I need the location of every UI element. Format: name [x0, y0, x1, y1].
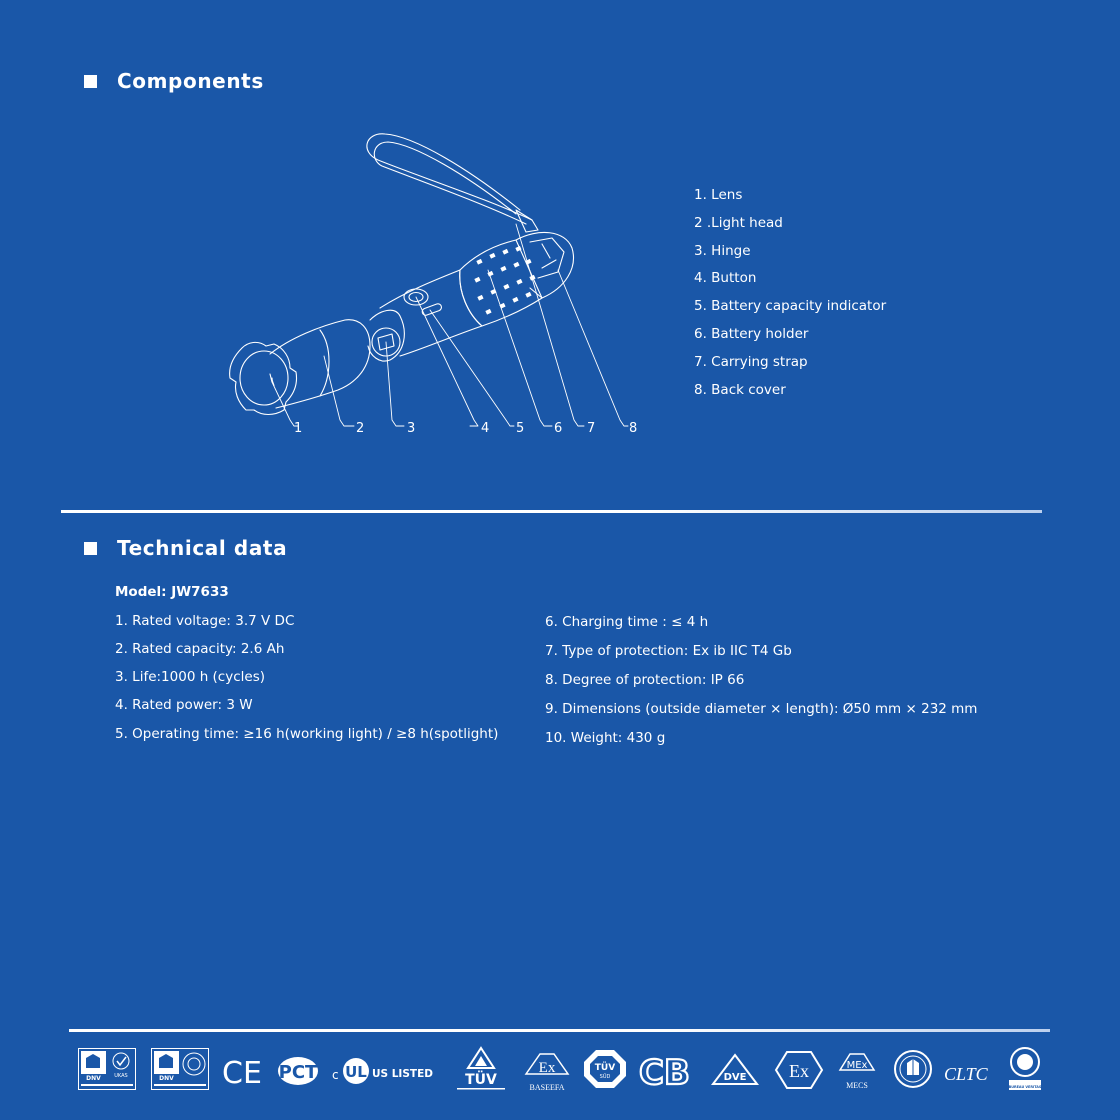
baseefa-text: BASEEFA	[529, 1083, 565, 1092]
component-item: 2 .Light head	[694, 214, 783, 231]
cltc-logo	[944, 1060, 996, 1086]
component-item: 3. Hinge	[694, 242, 751, 259]
ukas-text: UKAS	[114, 1073, 128, 1079]
spec-item: 7. Type of protection: Ex ib IIC T4 Gb	[545, 643, 792, 659]
tuv-text: TÜV	[465, 1072, 497, 1088]
components-header	[84, 69, 264, 93]
mecs-logo	[834, 1048, 880, 1094]
bureau-veritas-text: BUREAU VERITAS	[1008, 1085, 1042, 1089]
mecs-text: MECS	[846, 1081, 868, 1090]
mex-text: MEx	[846, 1060, 868, 1071]
tuv-logo	[454, 1046, 508, 1092]
callout-leaders	[272, 224, 628, 426]
callout-8: 8	[629, 421, 638, 436]
flashlight-diagram	[220, 120, 660, 440]
callout-5: 5	[516, 421, 525, 436]
cb-logo	[639, 1052, 699, 1088]
bureau-veritas-logo	[1006, 1046, 1044, 1092]
tuv-sud-logo	[582, 1048, 628, 1090]
components-title: Components	[117, 69, 264, 93]
technical-header	[84, 536, 287, 560]
grip-pattern	[474, 246, 535, 315]
component-item: 4. Button	[694, 270, 757, 287]
spec-item: 5. Operating time: ≥16 h(working light) / ≥8 h(spotlight)	[115, 726, 499, 742]
dnv-text: DNV	[159, 1075, 174, 1082]
dnv-ukas-logo	[78, 1048, 136, 1090]
spec-item: 1. Rated voltage: 3.7 V DC	[115, 613, 295, 629]
tech-spec-list-right	[545, 612, 977, 757]
component-item: 7. Carrying strap	[694, 353, 808, 370]
spec-item: 10. Weight: 430 g	[545, 730, 666, 746]
spec-item: 2. Rated capacity: 2.6 Ah	[115, 641, 285, 657]
ex-hexagon-logo	[774, 1050, 824, 1090]
ul-c-text: c	[332, 1068, 339, 1082]
component-item: 5. Battery capacity indicator	[694, 298, 887, 315]
callout-3: 3	[407, 421, 416, 436]
ce-mark	[222, 1054, 264, 1088]
cltc-text: CLTC	[944, 1064, 988, 1084]
callout-7: 7	[587, 421, 596, 436]
component-item: 1. Lens	[694, 187, 743, 203]
dnv-text: DNV	[86, 1075, 101, 1082]
ul-listed-logo	[332, 1056, 436, 1086]
ex-text: Ex	[538, 1060, 556, 1076]
bullet-square-icon	[84, 542, 97, 555]
certification-logos	[76, 1046, 1046, 1096]
callout-4: 4	[481, 421, 490, 436]
dve-logo	[710, 1052, 760, 1088]
ce-text: CE	[222, 1056, 262, 1088]
tuv-sud-text: TÜV	[594, 1063, 616, 1073]
baseefa-logo	[520, 1048, 574, 1094]
footer-divider	[69, 1029, 1050, 1032]
spec-item: 6. Charging time : ≤ 4 h	[545, 614, 709, 630]
component-item: 8. Back cover	[694, 381, 786, 398]
technical-title: Technical data	[117, 536, 288, 560]
callout-2: 2	[356, 421, 365, 436]
component-item: 6. Battery holder	[694, 325, 809, 342]
ul-listed-text: US LISTED	[372, 1068, 433, 1080]
spec-item: 3. Life:1000 h (cycles)	[115, 669, 266, 685]
dve-text: DVE	[723, 1072, 747, 1083]
callout-1: 1	[294, 421, 303, 436]
lens-outline	[240, 351, 288, 405]
round-seal-logo	[893, 1049, 933, 1089]
spec-item: 9. Dimensions (outside diameter × length): Ø50 mm × 232 mm	[545, 701, 978, 717]
pct-logo	[276, 1052, 324, 1088]
sud-text: SÜD	[599, 1074, 611, 1080]
callout-6: 6	[554, 421, 563, 436]
dnv-logo	[151, 1048, 209, 1090]
model-label: Model: JW7633	[115, 584, 229, 600]
bullet-square-icon	[84, 75, 97, 88]
ul-text: UL	[345, 1063, 367, 1081]
section-divider	[61, 510, 1042, 513]
cb-text: CB	[639, 1053, 690, 1088]
back-cover-outline	[516, 232, 573, 298]
pct-text: PCT	[278, 1062, 318, 1083]
components-list	[694, 185, 886, 407]
spec-item: 4. Rated power: 3 W	[115, 697, 253, 713]
spec-item: 8. Degree of protection: IP 66	[545, 672, 745, 688]
strap-outline-inner	[374, 142, 526, 224]
ex-hexagon-text: Ex	[789, 1061, 809, 1081]
tech-spec-list-left	[115, 611, 498, 752]
battery-holder-outline	[460, 240, 542, 326]
